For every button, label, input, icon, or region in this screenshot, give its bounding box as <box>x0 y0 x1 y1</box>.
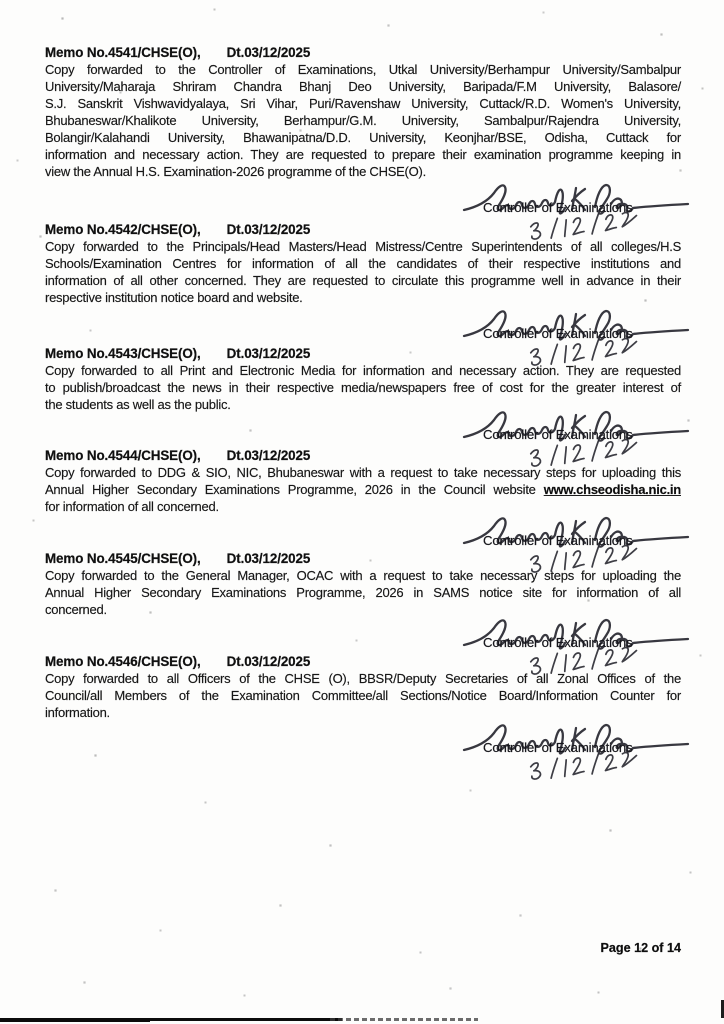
memo-header <box>45 221 681 238</box>
memo-number: Memo No.4544/CHSE(O), <box>45 448 201 463</box>
memo-header <box>45 447 681 464</box>
memo-date: Dt.03/12/2025 <box>226 551 311 566</box>
memo-number: Memo No.4543/CHSE(O), <box>45 346 201 361</box>
signature-block <box>461 722 701 782</box>
body-line: information of all other concerned. They are requested to circulate this programme well in advance in their <box>45 273 681 288</box>
memo-date: Dt.03/12/2025 <box>226 222 311 237</box>
body-line: for information of all concerned. <box>45 499 219 514</box>
signature-title: Controller of Examinations <box>483 326 633 341</box>
signature-title: Controller of Examinations <box>483 635 633 650</box>
body-line: information and necessary action. They are requested to prepare their examination programme keeping in <box>45 147 681 162</box>
memo-section-4545 <box>45 550 681 618</box>
memo-body <box>45 464 681 515</box>
memo-number: Memo No.4546/CHSE(O), <box>45 654 201 669</box>
memo-section-4546 <box>45 653 681 721</box>
memo-date: Dt.03/12/2025 <box>226 654 311 669</box>
signature-title: Controller of Examinations <box>483 533 633 548</box>
signature-title: Controller of Examinations <box>483 740 633 755</box>
scan-edge-line-dashed <box>330 1018 478 1021</box>
body-line: concerned. <box>45 602 107 617</box>
memo-number: Memo No.4545/CHSE(O), <box>45 551 201 566</box>
body-line: University/Maharaja Shriram Chandra Bhanj Deo University, Baripada/F.M University, Balasore/ <box>45 79 681 94</box>
body-line: Schools/Examination Centres for information of all the candidates of their respective institutions and <box>45 256 681 271</box>
memo-date: Dt.03/12/2025 <box>226 346 311 361</box>
memo-body <box>45 670 681 721</box>
memo-date: Dt.03/12/2025 <box>226 448 311 463</box>
body-line: Council/all Members of the Examination Committee/all Sections/Notice Board/Information Counter for <box>45 688 681 703</box>
signature-date-handwriting-icon <box>525 752 639 788</box>
body-line: Copy forwarded to the General Manager, OCAC with a request to take necessary steps for uploading the <box>45 568 681 583</box>
memo-number: Memo No.4542/CHSE(O), <box>45 222 201 237</box>
body-line: view the Annual H.S. Examination-2026 programme of the CHSE(O). <box>45 164 426 179</box>
memo-header <box>45 550 681 567</box>
signature-title: Controller of Examinations <box>483 200 633 215</box>
memo-header <box>45 44 681 61</box>
signature-title: Controller of Examinations <box>483 427 633 442</box>
body-line: respective institution notice board and website. <box>45 290 303 305</box>
website-link[interactable]: www.chseodisha.nic.in <box>543 482 681 497</box>
body-line <box>45 481 681 498</box>
body-line: Bolangir/Kalahandi University, Bhawanipatna/D.D. University, Keonjhar/BSE, Odisha, Cuttack for <box>45 130 681 145</box>
memo-header <box>45 345 681 362</box>
scan-noise <box>0 0 1 1</box>
body-line: Copy forwarded to the Controller of Examinations, Utkal University/Berhampur University/Sambalpur <box>45 62 681 77</box>
memo-section-4541 <box>45 44 681 180</box>
scan-edge-line <box>0 1020 150 1022</box>
body-line: Copy forwarded to DDG & SIO, NIC, Bhubaneswar with a request to take necessary steps for uploading this <box>45 465 681 480</box>
memo-section-4542 <box>45 221 681 306</box>
memo-date: Dt.03/12/2025 <box>226 45 311 60</box>
memo-body <box>45 238 681 306</box>
memo-section-4544 <box>45 447 681 515</box>
body-line: Copy forwarded to all Officers of the CHSE (O), BBSR/Deputy Secretaries of all Zonal Offices of the <box>45 671 681 686</box>
body-line: Annual Higher Secondary Examinations Programme, 2026 in SAMS notice site for information of all <box>45 585 681 600</box>
memo-header <box>45 653 681 670</box>
memo-body <box>45 61 681 180</box>
body-line: Bhubaneswar/Khalikote University, Berhampur/G.M. University, Sambalpur/Rajendra University, <box>45 113 681 128</box>
body-line: the students as well as the public. <box>45 397 231 412</box>
body-line: Copy forwarded to the Principals/Head Masters/Head Mistress/Centre Superintendents of all colleges/H.S <box>45 239 681 254</box>
body-line: to publish/broadcast the news in their respective media/newspapers free of cost for the greater interest of <box>45 380 681 395</box>
page-number: Page 12 of 14 <box>600 941 681 955</box>
memo-number: Memo No.4541/CHSE(O), <box>45 45 201 60</box>
body-text: Annual Higher Secondary Examinations Programme, 2026 in the Council website <box>45 482 544 497</box>
body-line: information. <box>45 705 110 720</box>
body-line: S.J. Sanskrit Vishwavidyalaya, Sri Vihar, Puri/Ravenshaw University, Cuttack/R.D. Women's University, <box>45 96 681 111</box>
body-line: Copy forwarded to all Print and Electronic Media for information and necessary action. They are requested <box>45 363 681 378</box>
